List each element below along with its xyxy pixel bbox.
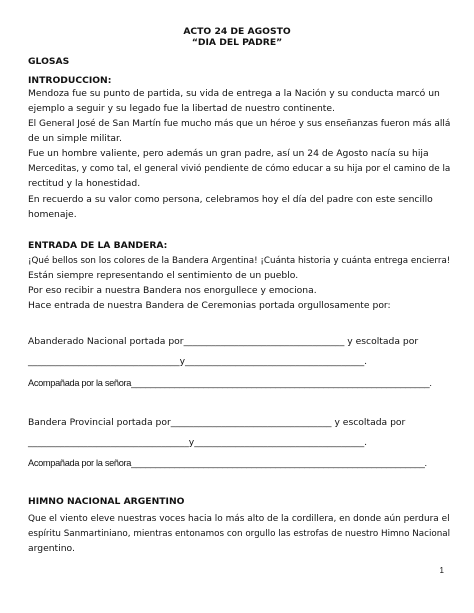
abanderado-nacional-escoltas-field: _________________________________y_______________________________________. (28, 356, 368, 367)
bandera-provincial-escoltas-field: ___________________________________y_____________________________________. (28, 437, 368, 448)
himno-line: argentino. (28, 543, 75, 554)
introduccion-line: homenaje. (28, 209, 77, 220)
entrada-bandera-line: ¡Qué bellos son los colores de la Bandera Argentina! ¡Cuánta historia y cuánta entrega encierra! (28, 255, 451, 266)
introduccion-line: ejemplo a seguir y su legado fue la libertad de nuestro continente. (28, 103, 335, 114)
introduccion-line: El General José de San Martín fue mucho más que un héroe y sus enseñanzas fueron más allá (28, 118, 451, 129)
introduccion-line: rectitud y la honestidad. (28, 178, 141, 189)
introduccion-line: Merceditas, y como tal, el general vivió pendiente de cómo educar a su hija por el camino de la (28, 163, 451, 174)
document-title: ACTO 24 DE AGOSTO (183, 26, 291, 37)
document-subtitle: “DIA DEL PADRE” (191, 37, 283, 48)
bandera-provincial-field: Bandera Provincial portada por___________________________________ y escoltada por (28, 417, 406, 428)
himno-line: espíritu Sanmartiniano, mientras entonamos con orgullo las estrofas de nuestro Himno Nacional (28, 528, 451, 539)
abanderado-nacional-acompanante-field: Acompañada por la señora______________________________________________________________. (28, 378, 432, 388)
entrada-bandera-line: Hace entrada de nuestra Bandera de Ceremonias portada orgullosamente por: (28, 300, 391, 311)
introduccion-line: de un simple militar. (28, 133, 122, 144)
introduccion-line: En recuerdo a su valor como persona, celebramos hoy el día del padre con este sencillo (28, 194, 433, 205)
introduccion-line: Fue un hombre valiente, pero además un gran padre, así un 24 de Agosto nacía su hija (28, 148, 429, 159)
entrada-bandera-line: Por eso recibir a nuestra Bandera nos enorgullece y emociona. (28, 285, 317, 296)
bandera-provincial-acompanante-field: Acompañada por la señora_____________________________________________________________. (28, 458, 427, 468)
abanderado-nacional-field: Abanderado Nacional portada por___________________________________ y escoltada por (28, 336, 419, 347)
himno-heading: HIMNO NACIONAL ARGENTINO (28, 496, 185, 507)
entrada-bandera-heading: ENTRADA DE LA BANDERA: (28, 240, 168, 251)
page-number: 1 (439, 566, 444, 575)
entrada-bandera-line: Están siempre representando el sentimiento de un pueblo. (28, 270, 299, 281)
introduccion-heading: INTRODUCCION: (28, 75, 112, 86)
introduccion-line: Mendoza fue su punto de partida, su vida de entrega a la Nación y su conducta marcó un (28, 88, 440, 99)
himno-line: Que el viento eleve nuestras voces hacia lo más alto de la cordillera, en donde aún perdura el (28, 513, 450, 524)
glosas-heading: GLOSAS (28, 56, 70, 67)
